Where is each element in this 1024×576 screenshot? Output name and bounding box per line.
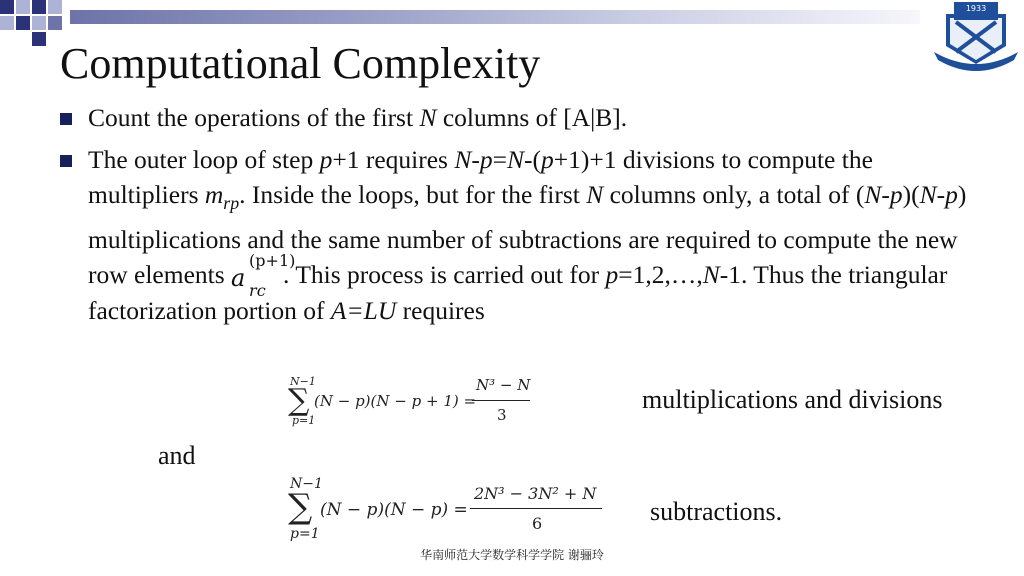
sum-lower-limit: p=1 [290, 526, 320, 542]
text-run: . Inside the loops, but for the first [239, 180, 587, 209]
decor-square [48, 16, 62, 30]
math-var: p [319, 144, 333, 174]
sum-symbol: ∑ [288, 487, 313, 527]
math-var: p [479, 144, 493, 174]
text-run: -( [524, 144, 541, 174]
bullet-item [60, 100, 980, 136]
math-var: m [204, 180, 224, 209]
math-var: N [419, 103, 437, 132]
university-logo [934, 2, 1018, 72]
math-var: N [586, 180, 604, 209]
math-var: N [864, 180, 882, 209]
decor-square [32, 32, 46, 46]
text-run: ) multiplications and the same number of subtractions are required to compute the new row elements [88, 180, 967, 290]
math-var: N [702, 260, 720, 290]
arc-base: a [231, 264, 246, 293]
slide-title: Computational Complexity [60, 39, 541, 88]
text-run: The outer loop of step [88, 144, 320, 174]
bullet-square-icon [60, 113, 72, 125]
bullet-item [60, 142, 980, 329]
equation-1 [288, 372, 548, 432]
text-run: +1 requires [332, 144, 455, 174]
fraction-denominator: 6 [532, 514, 543, 533]
sum-upper-limit: N−1 [290, 375, 316, 388]
fraction-bar [470, 508, 602, 509]
decor-square [0, 0, 14, 14]
decor-square [32, 0, 46, 14]
footer-credit: 华南师范大学数学科学学院 谢骊玲 [420, 548, 604, 562]
decor-square [32, 16, 46, 30]
math-var: p [605, 260, 619, 290]
decor-square [16, 16, 30, 30]
fraction-denominator: 3 [497, 406, 507, 424]
math-var: p [541, 144, 554, 174]
text-run: =1,2,…, [618, 260, 703, 290]
math-element-arc [231, 251, 296, 301]
text-run: Count the operations of the first [88, 103, 420, 132]
equation-body: (N − p)(N − p + 1) = [314, 392, 477, 410]
bullet-square-icon [60, 155, 72, 167]
text-run: - [471, 144, 480, 174]
math-var: p [889, 180, 903, 209]
math-subscript: rp [223, 193, 240, 214]
label-subtractions: subtractions. [650, 497, 783, 526]
text-run: . This process is carried out for [283, 260, 606, 290]
math-var: N [454, 144, 472, 174]
logo-year: 1933 [965, 4, 987, 13]
label-multiplications: multiplications and divisions [642, 385, 943, 414]
fraction-numerator: 2N³ − 3N² + N [474, 484, 597, 503]
text-run: columns of [A|B]. [436, 103, 628, 132]
fraction-bar [472, 400, 530, 401]
text-run: +1)+1 divisions to compute the multipliers [88, 144, 873, 209]
math-var: A=LU [330, 295, 397, 325]
math-var: N [507, 144, 525, 174]
text-run: -1. Thus the triangular factorization portion of [88, 260, 948, 325]
text-run: = [492, 144, 507, 174]
header-gradient-bar [70, 10, 920, 24]
sum-symbol: ∑ [288, 383, 310, 418]
arc-superscript: (p+1) [249, 251, 296, 271]
arc-subscript: rc [249, 281, 266, 301]
text-run: )( [902, 180, 920, 209]
text-run: - [936, 180, 946, 209]
decor-square [0, 16, 14, 30]
math-var: N [919, 180, 937, 209]
fraction-numerator: N³ − N [476, 376, 531, 394]
bullet-list [60, 100, 980, 334]
text-run: columns only, a total of ( [603, 180, 865, 209]
decor-square [16, 0, 30, 14]
equation-body: (N − p)(N − p) = [320, 500, 468, 520]
text-run: - [881, 180, 890, 209]
math-var: p [945, 180, 958, 209]
sum-upper-limit: N−1 [290, 476, 323, 492]
sum-lower-limit: p=1 [292, 414, 316, 427]
and-text: and [158, 441, 196, 470]
text-run: requires [396, 295, 485, 325]
equation-2 [288, 474, 618, 546]
decor-square [48, 0, 62, 14]
